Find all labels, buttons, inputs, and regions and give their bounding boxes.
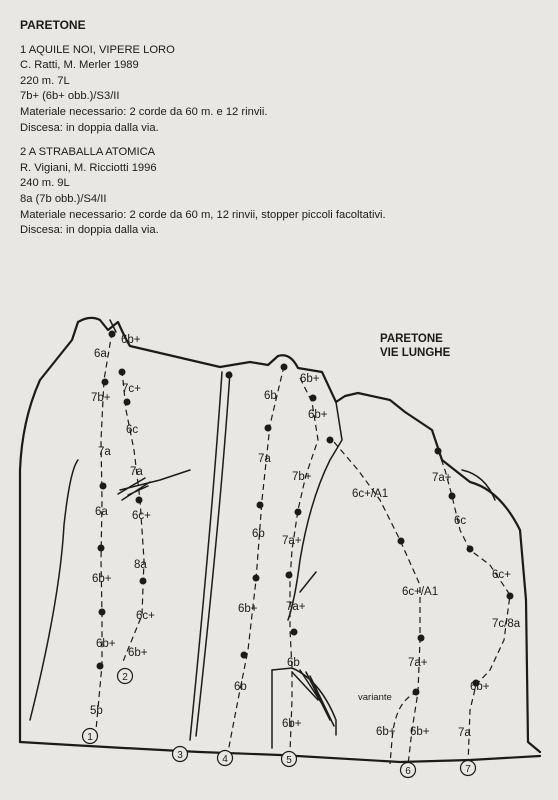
belay [100,483,107,490]
belay [140,578,147,585]
belay [398,538,405,545]
belay [310,395,317,402]
grade-label: 7a [130,466,143,478]
belay [119,369,126,376]
svg-text:2: 2 [122,672,128,683]
ground-line [20,742,540,762]
grade-label: 7a+ [432,472,452,484]
grade-label: 6b+ [96,638,116,650]
grade-label: 6c+ [136,610,155,622]
grade-label: 6b+ [282,718,302,730]
svg-text:3: 3 [177,750,183,761]
top-notch [110,320,116,332]
belay [99,609,106,616]
start-marker-3 [173,747,188,762]
route-1-authors: C. Ratti, M. Merler 1989 [20,59,139,72]
belay [124,399,131,406]
route-6-topo [334,442,438,765]
svg-text:4: 4 [222,754,228,765]
grade-label: 6b [287,657,300,669]
grade-label: 6b [264,390,277,402]
grade-label: 8a [134,559,147,571]
belay [102,379,109,386]
start-marker-6 [401,763,416,778]
grade-label: 7a+ [286,601,306,613]
grade-label: 6b+ [308,409,328,421]
belay [418,635,425,642]
grade-label: 6c+ [492,569,511,581]
grade-label: 7a [458,727,471,739]
grade-label: 6b+ [238,603,258,615]
belay [253,575,260,582]
section-heading: PARETONE [20,18,86,32]
grade-label: 6b+ [376,726,396,738]
grade-label: 7a+ [408,657,428,669]
grade-label: 6c+/A1 [352,488,389,500]
grade-label: 6b+ [92,573,112,585]
crack-3b [196,372,230,736]
belay [286,572,293,579]
variant-label: variante [358,692,392,703]
route-2-grade: 8a (7b obb.)/S4/II [20,192,107,205]
grade-label: 6b+ [470,681,490,693]
topo-title-1: PARETONE [380,333,443,345]
svg-text:6: 6 [405,766,411,777]
belay [435,448,442,455]
route-1-title: 1 AQUILE NOI, VIPERE LORO [20,43,175,56]
belay [136,497,143,504]
topo-title-2: VIE LUNGHE [380,347,451,359]
start-marker-1 [83,729,98,744]
crack-5-branch [300,572,316,592]
grade-label: 6b+ [410,726,430,738]
belay [226,372,233,379]
belay [413,689,420,696]
rock-outline [20,318,540,762]
grade-label: 7a [98,446,111,458]
belay [467,546,474,553]
belay [295,509,302,516]
crack-3 [190,372,222,740]
start-marker-2 [118,669,133,684]
belay [257,502,264,509]
grade-label: 6b+ [300,373,320,385]
route-1-descent: Discesa: in doppia dalla via. [20,121,159,134]
start-marker-4 [218,751,233,766]
route-1-length: 220 m. 7L [20,74,70,87]
belay [109,331,116,338]
route-1-grade: 7b+ (6b+ obb.)/S3/II [20,90,120,103]
route-7-topo [432,448,521,766]
grade-label: 7a [258,453,271,465]
route-2-descent: Discesa: in doppia dalla via. [20,224,159,237]
route-5-topo [282,373,334,752]
grade-label: 6a [94,348,107,360]
belay [327,437,334,444]
belay [507,593,514,600]
svg-text:5: 5 [286,755,292,766]
route-2-length: 240 m. 9L [20,177,70,190]
route-2-topo [119,369,156,665]
rock-profile [20,318,540,752]
route-2-title: 2 A STRABALLA ATOMICA [20,146,156,159]
route-4-line [228,366,284,752]
grade-label: 6b [234,681,247,693]
grade-label: 6c [126,424,139,436]
crack-left [30,460,78,720]
belay [291,629,298,636]
svg-text:7: 7 [465,764,471,775]
start-marker-5 [282,752,297,767]
grade-label: 6b+ [121,334,141,346]
belay [265,425,272,432]
route-2-material: Materiale necessario: 2 corde da 60 m, 12 rinvii, stopper piccoli facoltativi. [20,208,386,221]
start-marker-7 [461,761,476,776]
grade-label: 6b+ [128,647,148,659]
route-1-material: Materiale necessario: 2 corde da 60 m. e 12 rinvii. [20,105,268,118]
grade-label: 7c+ [122,383,141,395]
grade-label: 7a+ [282,535,302,547]
grade-label: 5b [90,705,103,717]
grade-label: 6b [252,528,265,540]
grade-label: 7b+ [91,392,111,404]
svg-text:1: 1 [87,732,93,743]
grade-label: 6c+ [132,510,151,522]
grade-label: 7c/8a [492,618,521,630]
grade-label: 6c+/A1 [402,586,439,598]
belay [281,364,288,371]
belay [449,493,456,500]
belay [98,545,105,552]
belay [241,652,248,659]
grade-label: 6a [95,506,108,518]
grade-label: 7b+ [292,471,312,483]
route-2-authors: R. Vigiani, M. Ricciotti 1996 [20,161,157,174]
route-4-topo [226,364,288,753]
belay [97,663,104,670]
grade-label: 6c [454,515,467,527]
